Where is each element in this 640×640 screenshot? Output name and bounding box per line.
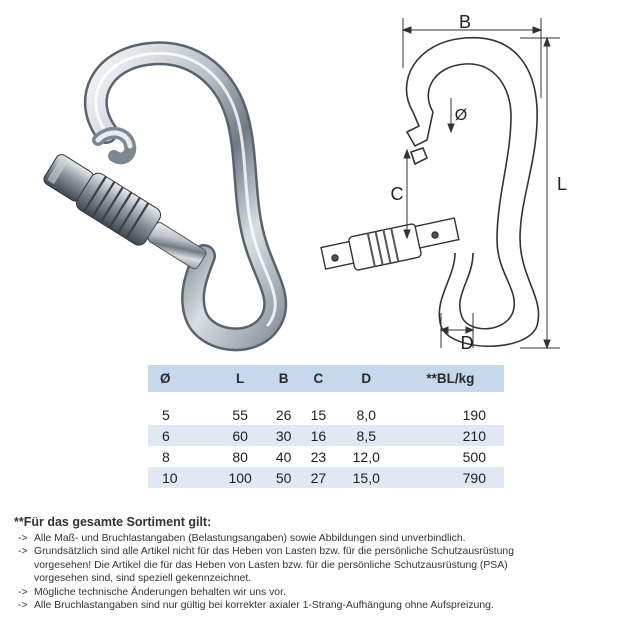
dim-label-d: D [460,333,474,353]
notes-heading: **Für das gesamte Sortiment gilt: [14,515,212,529]
table-row: 6 60 30 16 8,5 210 [148,425,504,446]
hook-outline [406,38,538,347]
spec-table [148,365,504,488]
dim-label-diameter: Ø [454,107,468,124]
col-header-eye-width: D [336,365,397,392]
col-header-breaking-load: **BL/kg [397,365,504,392]
table-row: 10 100 50 27 15,0 790 [148,467,504,488]
notes-list [14,532,634,612]
arrow-icon: -> [18,546,28,558]
dim-label-c: C [390,184,404,204]
col-header-diameter: Ø [148,365,214,392]
gate-sleeve [321,218,459,271]
arrow-icon: -> [18,586,28,598]
col-header-width: B [266,365,301,392]
product-photo [28,20,318,355]
arrow-icon: -> [18,600,28,612]
note-item: -> Mögliche technische Änderungen behalten wir uns vor. [18,586,286,598]
dim-label-b: B [458,12,472,32]
note-item: -> Alle Bruchlastangaben sind nur gültig bei korrekter axialer 1-Strang-Aufhängung ohne Aufspreizung. [18,600,494,612]
col-header-gate-opening: C [301,365,336,392]
table-row: 5 55 26 15 8,0 190 [148,404,504,425]
col-header-length: L [214,365,266,392]
note-item: -> Alle Maß- und Bruchlastangaben (Belastungsangaben) sowie Abbildungen sind unverbindlich. [18,533,466,544]
table-header-row [148,365,504,392]
arrow-icon: -> [18,533,28,544]
note-item: -> Grundsätzlich sind alle Artikel nicht für das Heben von Lasten bzw. für die persönliche Schutzausrüstung vorgesehen! Die Artikel die für das Heben von Lasten bzw. für die persönliche Schutzausrüstung (PSA) vorgesehen sind, sind speziell gekennzeichnet. [18,546,514,585]
dim-label-l: L [556,174,568,194]
notes-section [14,515,634,612]
table-row: 8 80 40 23 12,0 500 [148,446,504,467]
table-spacer [148,392,504,404]
screw-sleeve [40,149,213,279]
dimension-drawing [315,8,605,358]
